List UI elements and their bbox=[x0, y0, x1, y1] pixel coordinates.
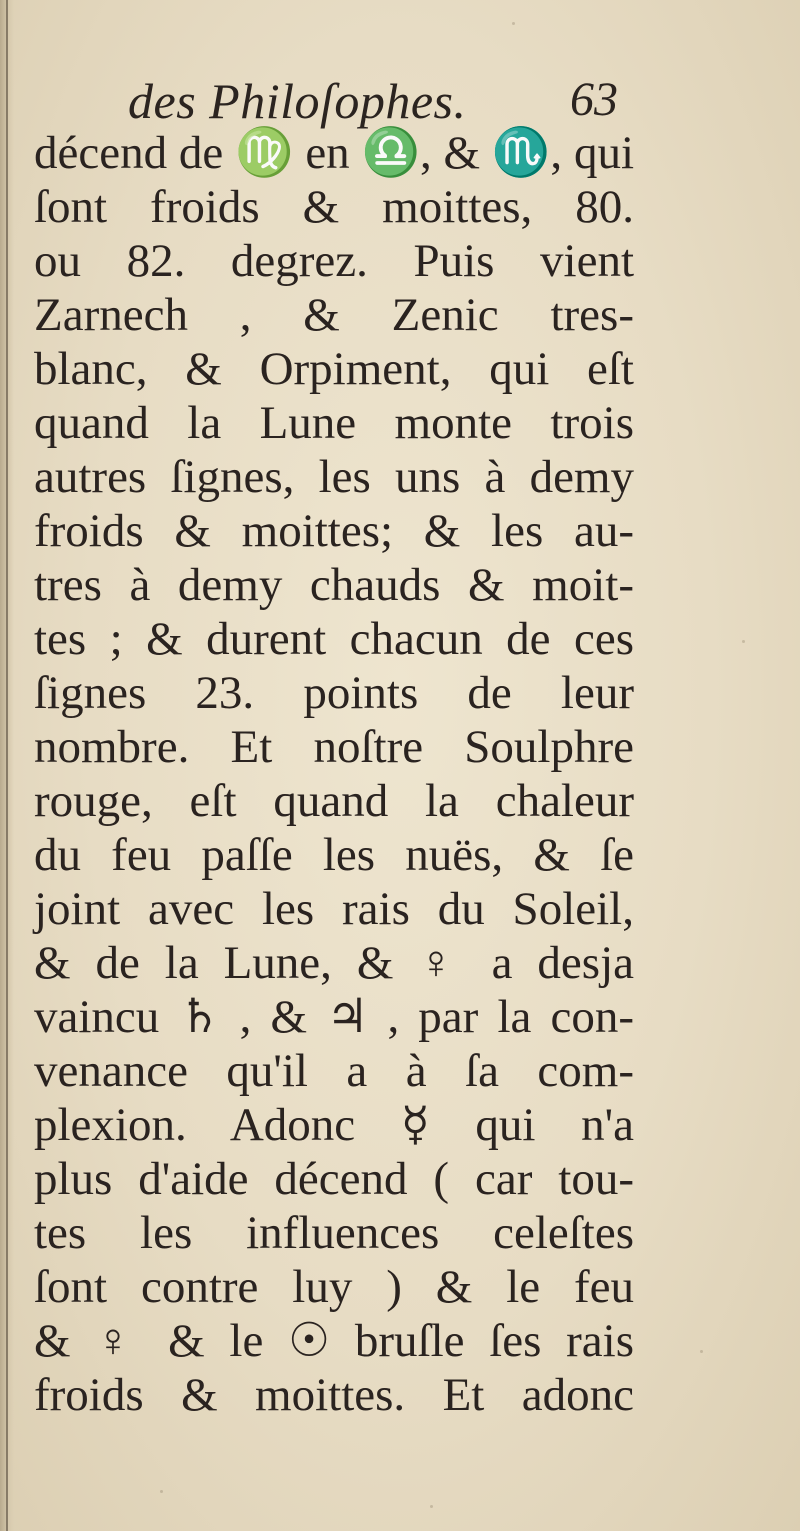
text-line: Zarnech , & Zenic tres- bbox=[34, 289, 634, 341]
text-line: ſont contre luy ) & le feu bbox=[34, 1261, 634, 1313]
text-line: tres à demy chauds & moit- bbox=[34, 559, 634, 611]
text-line: vaincu ♄ , & ♃ , par la con- bbox=[34, 991, 634, 1043]
text-line: ou 82. degrez. Puis vient bbox=[34, 235, 634, 287]
text-line: froids & moittes. Et adonc bbox=[34, 1369, 634, 1421]
text-line: ſignes 23. points de leur bbox=[34, 667, 634, 719]
text-line: blanc, & Orpiment, qui eſt bbox=[34, 343, 634, 395]
text-line: nombre. Et noſtre Soulphre bbox=[34, 721, 634, 773]
text-line: plexion. Adonc ☿ qui n'a bbox=[34, 1099, 634, 1151]
text-line: ſont froids & moittes, 80. bbox=[34, 181, 634, 233]
page-number: 63 bbox=[570, 73, 618, 126]
text-line: joint avec les rais du Soleil, bbox=[34, 883, 634, 935]
text-line: tes les influences celeſtes bbox=[34, 1207, 634, 1259]
text-line: tes ; & durent chacun de ces bbox=[34, 613, 634, 665]
text-line: venance qu'il a à ſa com- bbox=[34, 1045, 634, 1097]
running-title: des Philoſophes. bbox=[128, 73, 467, 129]
text-line: du feu paſſe les nuës, & ſe bbox=[34, 829, 634, 881]
text-line: autres ſignes, les uns à demy bbox=[34, 451, 634, 503]
text-line: rouge, eſt quand la chaleur bbox=[34, 775, 634, 827]
text-line: plus d'aide décend ( car tou- bbox=[34, 1153, 634, 1205]
text-line: & ♀ & le ☉ bruſle ſes rais bbox=[34, 1315, 634, 1367]
binding-edge bbox=[6, 0, 8, 1531]
text-line: quand la Lune monte trois bbox=[34, 397, 634, 449]
text-line: froids & moittes; & les au- bbox=[34, 505, 634, 557]
body-text bbox=[34, 126, 634, 1422]
text-line: décend de ♍ en ♎, & ♏, qui bbox=[34, 127, 634, 179]
text-line: & de la Lune, & ♀ a desja bbox=[34, 937, 634, 989]
